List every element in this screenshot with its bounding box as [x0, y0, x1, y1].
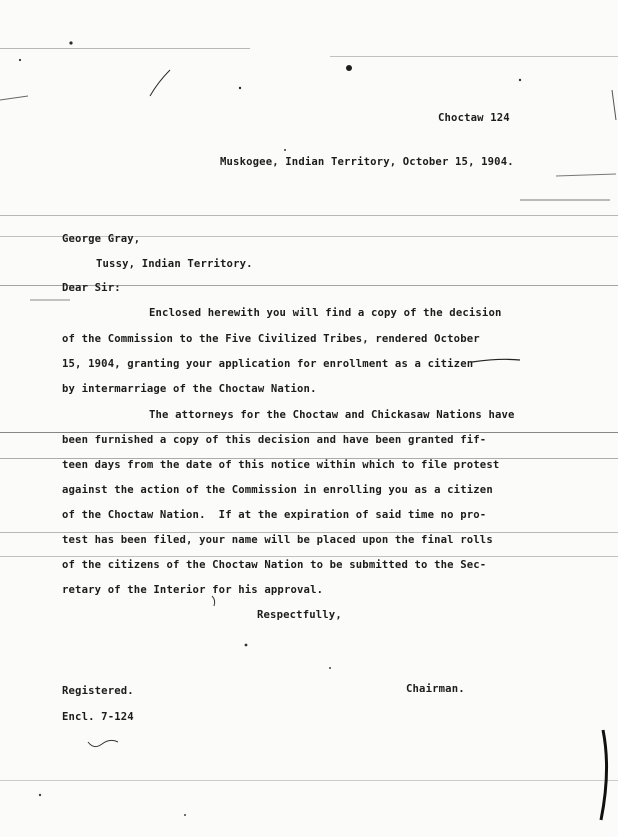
body-line: The attorneys for the Choctaw and Chickasaw Nations have — [149, 409, 515, 421]
scan-artifact-line — [0, 215, 618, 216]
body-line: of the Choctaw Nation. If at the expiration of said time no pro- — [62, 509, 487, 521]
body-line: been furnished a copy of this decision and have been granted fif- — [62, 434, 487, 446]
signature-title: Chairman. — [406, 683, 465, 695]
body-line: of the Commission to the Five Civilized Tribes, rendered October — [62, 333, 480, 345]
scan-artifact-line — [0, 532, 618, 533]
body-line: against the action of the Commission in enrolling you as a citizen — [62, 484, 493, 496]
file-reference: Choctaw 124 — [438, 112, 510, 124]
enclosure-note: Encl. 7-124 — [62, 711, 134, 723]
scan-artifact-line — [330, 56, 618, 57]
scan-artifact-line — [0, 432, 618, 433]
salutation: Dear Sir: — [62, 282, 121, 294]
dateline: Muskogee, Indian Territory, October 15, 1904. — [220, 156, 514, 168]
body-line: of the citizens of the Choctaw Nation to be submitted to the Sec- — [62, 559, 487, 571]
scan-artifact-line — [0, 48, 250, 49]
body-line: teen days from the date of this notice within which to file protest — [62, 459, 500, 471]
recipient-name: George Gray, — [62, 233, 141, 245]
body-line: by intermarriage of the Choctaw Nation. — [62, 383, 317, 395]
recipient-place: Tussy, Indian Territory. — [96, 258, 253, 270]
body-line: 15, 1904, granting your application for enrollment as a citizen — [62, 358, 474, 370]
scan-artifact-line — [0, 780, 618, 781]
body-line: retary of the Interior for his approval. — [62, 584, 324, 596]
scan-artifact-line — [0, 556, 618, 557]
body-line: Enclosed herewith you will find a copy of the decision — [149, 307, 502, 319]
registered-note: Registered. — [62, 685, 134, 697]
body-line: test has been filed, your name will be placed upon the final rolls — [62, 534, 493, 546]
closing: Respectfully, — [257, 609, 342, 621]
